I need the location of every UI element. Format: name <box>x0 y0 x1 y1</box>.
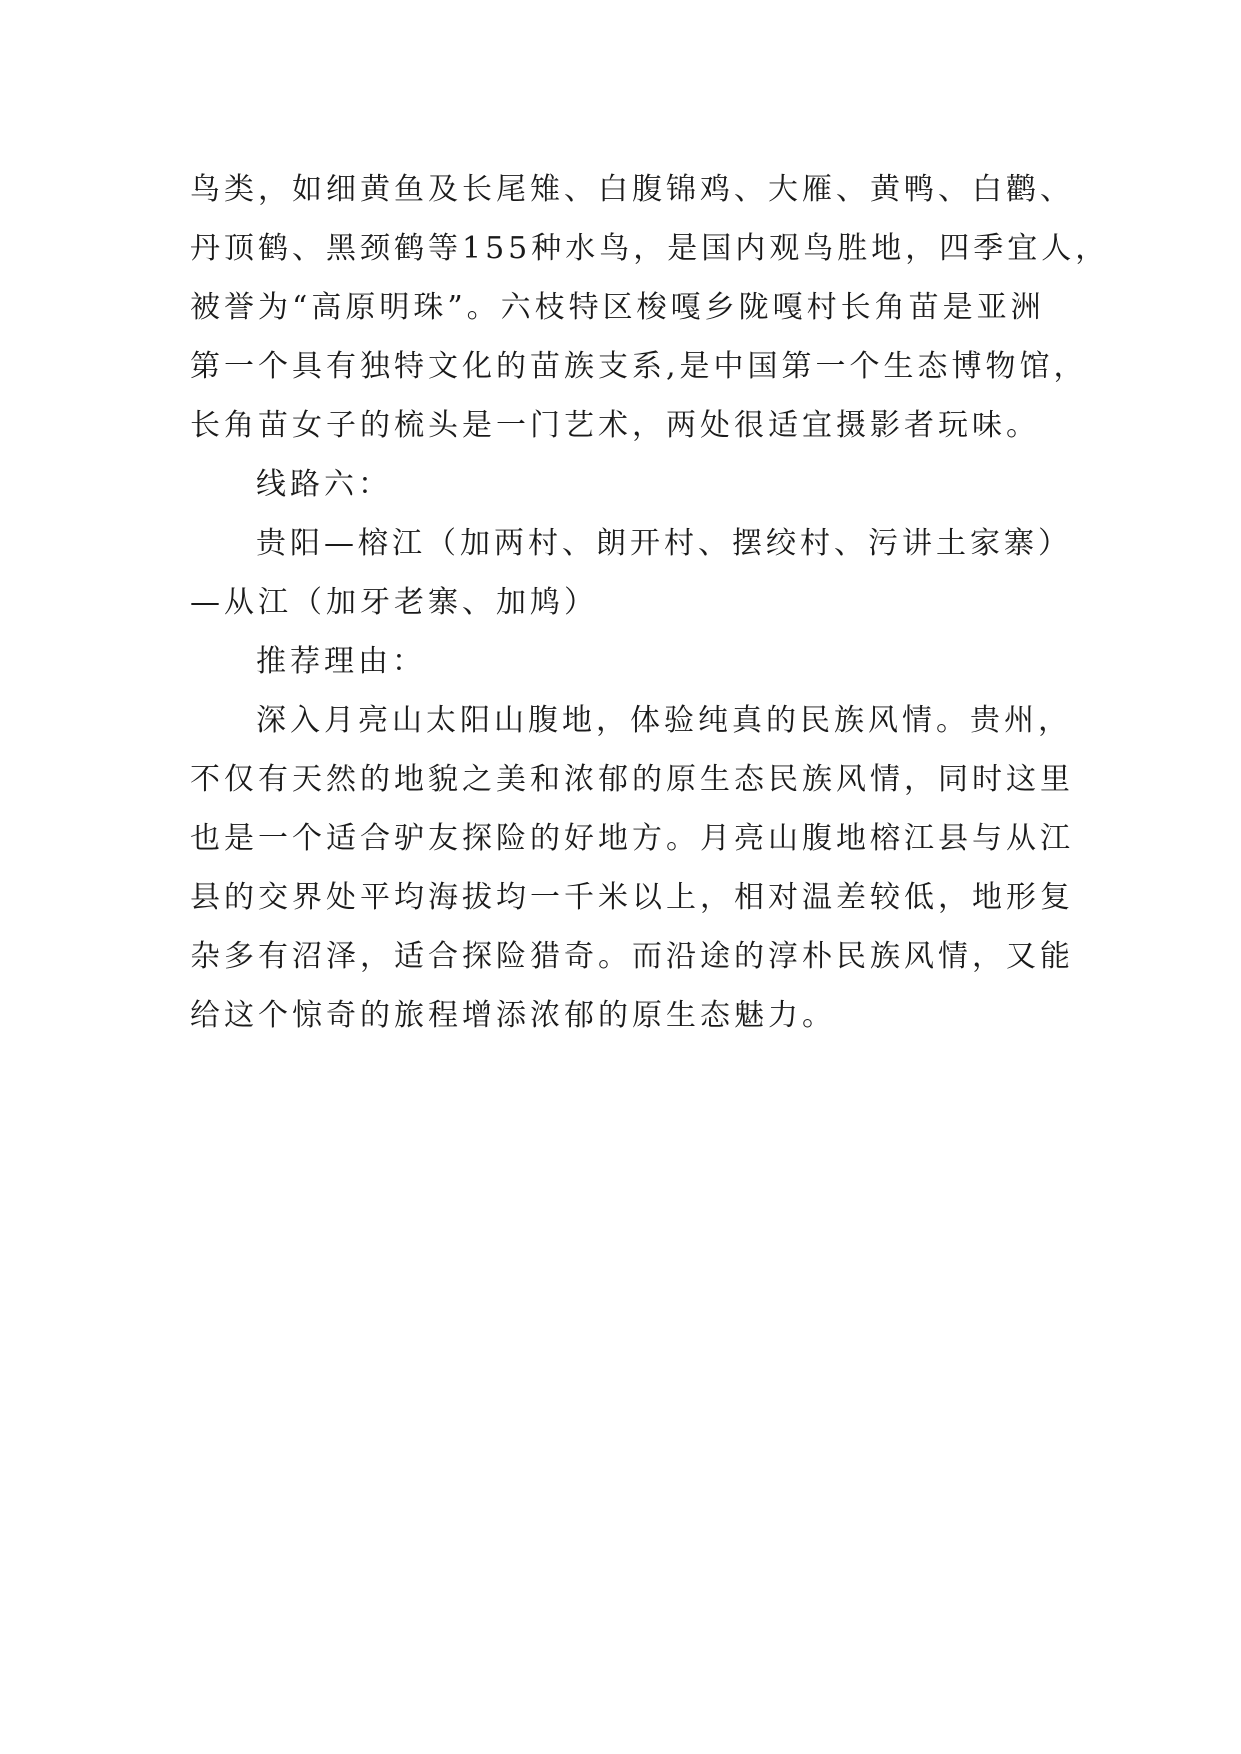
text-line: 也是一个适合驴友探险的好地方。月亮山腹地榕江县与从江 <box>190 821 1074 856</box>
text-line: 第一个具有独特文化的苗族支系,是中国第一个生态博物馆， <box>190 349 1088 384</box>
text-line: 不仅有天然的地貌之美和浓郁的原生态民族风情，同时这里 <box>190 762 1074 797</box>
route-description-continued: —从江（加牙老寨、加鸠） <box>190 585 598 620</box>
text-line: 被誉为“高原明珠”。六枝特区梭嘎乡陇嘎村长角苗是亚洲 <box>190 290 1045 325</box>
text-line: 县的交界处平均海拔均一千米以上，相对温差较低，地形复 <box>190 880 1074 915</box>
reason-heading: 推荐理由： <box>256 644 426 679</box>
text-line: 丹顶鹤、黑颈鹤等155种水鸟，是国内观鸟胜地，四季宜人， <box>190 231 1110 266</box>
text-line: 给这个惊奇的旅程增添浓郁的原生态魅力。 <box>190 998 836 1033</box>
text-line: 深入月亮山太阳山腹地，体验纯真的民族风情。贵州， <box>256 703 1072 738</box>
text-line: 杂多有沼泽，适合探险猎奇。而沿途的淳朴民族风情，又能 <box>190 939 1074 974</box>
route-heading: 线路六： <box>256 467 392 502</box>
route-description: 贵阳—榕江（加两村、朗开村、摆绞村、污讲土家寨） <box>256 526 1072 561</box>
body-text <box>190 160 1110 1045</box>
text-line: 长角苗女子的梳头是一门艺术，两处很适宜摄影者玩味。 <box>190 408 1040 443</box>
text-line: 鸟类，如细黄鱼及长尾雉、白腹锦鸡、大雁、黄鸭、白鹳、 <box>190 172 1074 207</box>
